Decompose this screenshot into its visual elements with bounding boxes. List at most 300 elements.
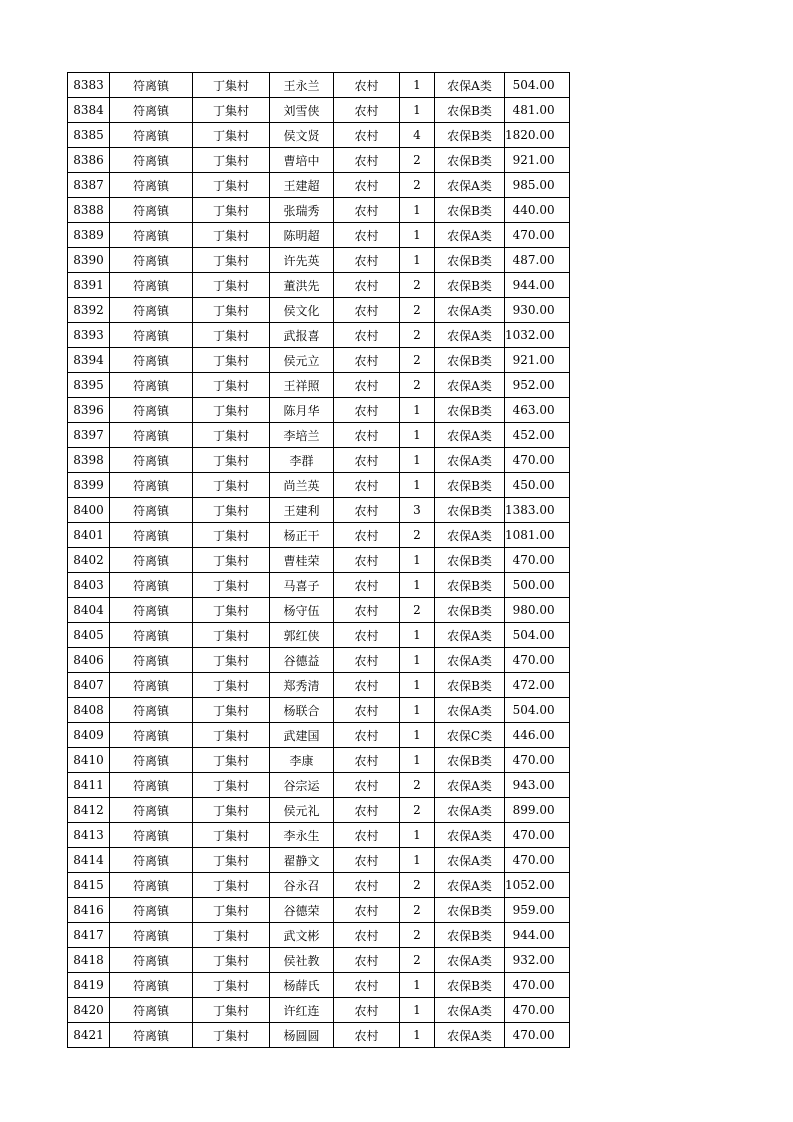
table-row	[68, 448, 570, 473]
table-row	[68, 898, 570, 923]
family-size-cell: 1	[400, 248, 435, 273]
family-size-cell: 1	[400, 748, 435, 773]
town-cell: 符离镇	[110, 898, 193, 923]
village-cell: 丁集村	[193, 648, 270, 673]
row-index-cell: 8399	[68, 473, 110, 498]
row-index-cell: 8398	[68, 448, 110, 473]
name-cell: 陈月华	[270, 398, 334, 423]
town-cell: 符离镇	[110, 998, 193, 1023]
table-row	[68, 798, 570, 823]
table-row	[68, 923, 570, 948]
table-row	[68, 473, 570, 498]
table-row	[68, 523, 570, 548]
table-row	[68, 823, 570, 848]
category-cell: 农保B类	[435, 148, 505, 173]
row-index-cell: 8384	[68, 98, 110, 123]
row-index-cell: 8388	[68, 198, 110, 223]
category-cell: 农保B类	[435, 198, 505, 223]
row-index-cell: 8418	[68, 948, 110, 973]
row-index-cell: 8415	[68, 873, 110, 898]
area-type-cell: 农村	[334, 148, 400, 173]
amount-cell: 504.00	[505, 623, 570, 648]
town-cell: 符离镇	[110, 923, 193, 948]
row-index-cell: 8407	[68, 673, 110, 698]
town-cell: 符离镇	[110, 598, 193, 623]
area-type-cell: 农村	[334, 873, 400, 898]
area-type-cell: 农村	[334, 298, 400, 323]
name-cell: 武报喜	[270, 323, 334, 348]
table-row	[68, 198, 570, 223]
table-row	[68, 248, 570, 273]
village-cell: 丁集村	[193, 398, 270, 423]
family-size-cell: 2	[400, 148, 435, 173]
name-cell: 许先英	[270, 248, 334, 273]
amount-cell: 1032.00	[505, 323, 570, 348]
town-cell: 符离镇	[110, 573, 193, 598]
town-cell: 符离镇	[110, 348, 193, 373]
village-cell: 丁集村	[193, 273, 270, 298]
area-type-cell: 农村	[334, 648, 400, 673]
name-cell: 王祥照	[270, 373, 334, 398]
name-cell: 杨正干	[270, 523, 334, 548]
village-cell: 丁集村	[193, 673, 270, 698]
area-type-cell: 农村	[334, 223, 400, 248]
village-cell: 丁集村	[193, 123, 270, 148]
family-size-cell: 1	[400, 448, 435, 473]
area-type-cell: 农村	[334, 898, 400, 923]
row-index-cell: 8400	[68, 498, 110, 523]
row-index-cell: 8403	[68, 573, 110, 598]
town-cell: 符离镇	[110, 973, 193, 998]
town-cell: 符离镇	[110, 173, 193, 198]
name-cell: 杨守伍	[270, 598, 334, 623]
category-cell: 农保A类	[435, 648, 505, 673]
table-row	[68, 623, 570, 648]
name-cell: 侯文贤	[270, 123, 334, 148]
village-cell: 丁集村	[193, 323, 270, 348]
amount-cell: 450.00	[505, 473, 570, 498]
name-cell: 杨联合	[270, 698, 334, 723]
area-type-cell: 农村	[334, 673, 400, 698]
area-type-cell: 农村	[334, 823, 400, 848]
village-cell: 丁集村	[193, 723, 270, 748]
town-cell: 符离镇	[110, 723, 193, 748]
name-cell: 董洪先	[270, 273, 334, 298]
village-cell: 丁集村	[193, 248, 270, 273]
category-cell: 农保A类	[435, 298, 505, 323]
village-cell: 丁集村	[193, 198, 270, 223]
family-size-cell: 2	[400, 373, 435, 398]
area-type-cell: 农村	[334, 73, 400, 98]
family-size-cell: 1	[400, 823, 435, 848]
name-cell: 杨圆圆	[270, 1023, 334, 1048]
row-index-cell: 8408	[68, 698, 110, 723]
area-type-cell: 农村	[334, 498, 400, 523]
category-cell: 农保B类	[435, 973, 505, 998]
row-index-cell: 8405	[68, 623, 110, 648]
amount-cell: 921.00	[505, 348, 570, 373]
town-cell: 符离镇	[110, 698, 193, 723]
village-cell: 丁集村	[193, 998, 270, 1023]
row-index-cell: 8406	[68, 648, 110, 673]
area-type-cell: 农村	[334, 573, 400, 598]
family-size-cell: 2	[400, 598, 435, 623]
category-cell: 农保B类	[435, 673, 505, 698]
town-cell: 符离镇	[110, 148, 193, 173]
row-index-cell: 8414	[68, 848, 110, 873]
amount-cell: 470.00	[505, 973, 570, 998]
row-index-cell: 8393	[68, 323, 110, 348]
name-cell: 郭红侠	[270, 623, 334, 648]
area-type-cell: 农村	[334, 848, 400, 873]
town-cell: 符离镇	[110, 773, 193, 798]
name-cell: 郑秀清	[270, 673, 334, 698]
village-cell: 丁集村	[193, 473, 270, 498]
family-size-cell: 2	[400, 948, 435, 973]
table-row	[68, 98, 570, 123]
village-cell: 丁集村	[193, 523, 270, 548]
village-cell: 丁集村	[193, 923, 270, 948]
table-row	[68, 398, 570, 423]
amount-cell: 504.00	[505, 698, 570, 723]
amount-cell: 959.00	[505, 898, 570, 923]
table-row	[68, 598, 570, 623]
village-cell: 丁集村	[193, 973, 270, 998]
amount-cell: 985.00	[505, 173, 570, 198]
amount-cell: 470.00	[505, 448, 570, 473]
town-cell: 符离镇	[110, 823, 193, 848]
category-cell: 农保A类	[435, 173, 505, 198]
amount-cell: 470.00	[505, 998, 570, 1023]
name-cell: 刘雪侠	[270, 98, 334, 123]
amount-cell: 470.00	[505, 848, 570, 873]
area-type-cell: 农村	[334, 273, 400, 298]
village-cell: 丁集村	[193, 373, 270, 398]
row-index-cell: 8413	[68, 823, 110, 848]
amount-cell: 446.00	[505, 723, 570, 748]
table-body	[68, 73, 570, 1048]
name-cell: 李群	[270, 448, 334, 473]
amount-cell: 470.00	[505, 748, 570, 773]
town-cell: 符离镇	[110, 323, 193, 348]
town-cell: 符离镇	[110, 398, 193, 423]
area-type-cell: 农村	[334, 173, 400, 198]
area-type-cell: 农村	[334, 1023, 400, 1048]
amount-cell: 1081.00	[505, 523, 570, 548]
name-cell: 王建利	[270, 498, 334, 523]
amount-cell: 952.00	[505, 373, 570, 398]
village-cell: 丁集村	[193, 173, 270, 198]
town-cell: 符离镇	[110, 223, 193, 248]
amount-cell: 470.00	[505, 223, 570, 248]
row-index-cell: 8417	[68, 923, 110, 948]
amount-cell: 470.00	[505, 823, 570, 848]
family-size-cell: 2	[400, 323, 435, 348]
area-type-cell: 农村	[334, 623, 400, 648]
family-size-cell: 1	[400, 548, 435, 573]
town-cell: 符离镇	[110, 748, 193, 773]
amount-cell: 943.00	[505, 773, 570, 798]
category-cell: 农保B类	[435, 348, 505, 373]
name-cell: 李培兰	[270, 423, 334, 448]
area-type-cell: 农村	[334, 123, 400, 148]
family-size-cell: 1	[400, 1023, 435, 1048]
row-index-cell: 8409	[68, 723, 110, 748]
name-cell: 侯元礼	[270, 798, 334, 823]
category-cell: 农保A类	[435, 948, 505, 973]
category-cell: 农保A类	[435, 848, 505, 873]
row-index-cell: 8412	[68, 798, 110, 823]
town-cell: 符离镇	[110, 273, 193, 298]
name-cell: 谷永召	[270, 873, 334, 898]
name-cell: 武建国	[270, 723, 334, 748]
row-index-cell: 8383	[68, 73, 110, 98]
area-type-cell: 农村	[334, 448, 400, 473]
name-cell: 马喜子	[270, 573, 334, 598]
family-size-cell: 2	[400, 873, 435, 898]
category-cell: 农保A类	[435, 823, 505, 848]
village-cell: 丁集村	[193, 898, 270, 923]
row-index-cell: 8419	[68, 973, 110, 998]
table-row	[68, 848, 570, 873]
row-index-cell: 8395	[68, 373, 110, 398]
town-cell: 符离镇	[110, 548, 193, 573]
name-cell: 曹桂荣	[270, 548, 334, 573]
category-cell: 农保A类	[435, 423, 505, 448]
category-cell: 农保A类	[435, 773, 505, 798]
area-type-cell: 农村	[334, 998, 400, 1023]
area-type-cell: 农村	[334, 948, 400, 973]
category-cell: 农保A类	[435, 373, 505, 398]
family-size-cell: 2	[400, 348, 435, 373]
category-cell: 农保B类	[435, 273, 505, 298]
name-cell: 翟静文	[270, 848, 334, 873]
family-size-cell: 1	[400, 398, 435, 423]
village-cell: 丁集村	[193, 948, 270, 973]
family-size-cell: 1	[400, 223, 435, 248]
row-index-cell: 8394	[68, 348, 110, 373]
amount-cell: 472.00	[505, 673, 570, 698]
category-cell: 农保B类	[435, 473, 505, 498]
amount-cell: 1383.00	[505, 498, 570, 523]
area-type-cell: 农村	[334, 398, 400, 423]
amount-cell: 504.00	[505, 73, 570, 98]
town-cell: 符离镇	[110, 1023, 193, 1048]
name-cell: 谷德益	[270, 648, 334, 673]
row-index-cell: 8416	[68, 898, 110, 923]
amount-cell: 440.00	[505, 198, 570, 223]
table-row	[68, 548, 570, 573]
town-cell: 符离镇	[110, 848, 193, 873]
family-size-cell: 1	[400, 673, 435, 698]
table-row	[68, 298, 570, 323]
amount-cell: 463.00	[505, 398, 570, 423]
category-cell: 农保B类	[435, 98, 505, 123]
amount-cell: 481.00	[505, 98, 570, 123]
village-cell: 丁集村	[193, 448, 270, 473]
table-row	[68, 673, 570, 698]
town-cell: 符离镇	[110, 648, 193, 673]
row-index-cell: 8390	[68, 248, 110, 273]
family-size-cell: 2	[400, 523, 435, 548]
name-cell: 曹培中	[270, 148, 334, 173]
category-cell: 农保A类	[435, 523, 505, 548]
amount-cell: 470.00	[505, 1023, 570, 1048]
category-cell: 农保A类	[435, 798, 505, 823]
category-cell: 农保A类	[435, 623, 505, 648]
town-cell: 符离镇	[110, 98, 193, 123]
area-type-cell: 农村	[334, 423, 400, 448]
table-row	[68, 973, 570, 998]
area-type-cell: 农村	[334, 323, 400, 348]
table-row	[68, 698, 570, 723]
category-cell: 农保B类	[435, 398, 505, 423]
row-index-cell: 8391	[68, 273, 110, 298]
town-cell: 符离镇	[110, 298, 193, 323]
category-cell: 农保B类	[435, 248, 505, 273]
amount-cell: 930.00	[505, 298, 570, 323]
name-cell: 谷德荣	[270, 898, 334, 923]
category-cell: 农保A类	[435, 998, 505, 1023]
row-index-cell: 8420	[68, 998, 110, 1023]
area-type-cell: 农村	[334, 348, 400, 373]
village-cell: 丁集村	[193, 848, 270, 873]
area-type-cell: 农村	[334, 773, 400, 798]
amount-cell: 1052.00	[505, 873, 570, 898]
name-cell: 谷宗运	[270, 773, 334, 798]
town-cell: 符离镇	[110, 473, 193, 498]
area-type-cell: 农村	[334, 248, 400, 273]
village-cell: 丁集村	[193, 873, 270, 898]
table-row	[68, 748, 570, 773]
family-size-cell: 1	[400, 848, 435, 873]
village-cell: 丁集村	[193, 548, 270, 573]
table-row	[68, 873, 570, 898]
table-row	[68, 998, 570, 1023]
family-size-cell: 2	[400, 273, 435, 298]
amount-cell: 944.00	[505, 923, 570, 948]
table-row	[68, 373, 570, 398]
area-type-cell: 农村	[334, 798, 400, 823]
town-cell: 符离镇	[110, 873, 193, 898]
table-row	[68, 723, 570, 748]
area-type-cell: 农村	[334, 373, 400, 398]
village-cell: 丁集村	[193, 498, 270, 523]
row-index-cell: 8404	[68, 598, 110, 623]
category-cell: 农保A类	[435, 323, 505, 348]
table-row	[68, 773, 570, 798]
family-size-cell: 2	[400, 898, 435, 923]
village-cell: 丁集村	[193, 348, 270, 373]
category-cell: 农保B类	[435, 598, 505, 623]
amount-cell: 500.00	[505, 573, 570, 598]
town-cell: 符离镇	[110, 73, 193, 98]
data-table	[67, 72, 570, 1048]
village-cell: 丁集村	[193, 298, 270, 323]
area-type-cell: 农村	[334, 98, 400, 123]
table-row	[68, 573, 570, 598]
name-cell: 武文彬	[270, 923, 334, 948]
row-index-cell: 8389	[68, 223, 110, 248]
village-cell: 丁集村	[193, 148, 270, 173]
amount-cell: 452.00	[505, 423, 570, 448]
amount-cell: 487.00	[505, 248, 570, 273]
category-cell: 农保A类	[435, 698, 505, 723]
family-size-cell: 4	[400, 123, 435, 148]
category-cell: 农保B类	[435, 123, 505, 148]
family-size-cell: 2	[400, 298, 435, 323]
row-index-cell: 8421	[68, 1023, 110, 1048]
row-index-cell: 8385	[68, 123, 110, 148]
village-cell: 丁集村	[193, 773, 270, 798]
area-type-cell: 农村	[334, 548, 400, 573]
name-cell: 尚兰英	[270, 473, 334, 498]
row-index-cell: 8396	[68, 398, 110, 423]
row-index-cell: 8401	[68, 523, 110, 548]
village-cell: 丁集村	[193, 98, 270, 123]
family-size-cell: 1	[400, 573, 435, 598]
name-cell: 张瑞秀	[270, 198, 334, 223]
village-cell: 丁集村	[193, 423, 270, 448]
category-cell: 农保A类	[435, 1023, 505, 1048]
amount-cell: 980.00	[505, 598, 570, 623]
row-index-cell: 8392	[68, 298, 110, 323]
category-cell: 农保C类	[435, 723, 505, 748]
table-row	[68, 148, 570, 173]
town-cell: 符离镇	[110, 198, 193, 223]
town-cell: 符离镇	[110, 523, 193, 548]
category-cell: 农保A类	[435, 448, 505, 473]
table-row	[68, 323, 570, 348]
name-cell: 杨薛氏	[270, 973, 334, 998]
category-cell: 农保B类	[435, 923, 505, 948]
family-size-cell: 1	[400, 723, 435, 748]
area-type-cell: 农村	[334, 973, 400, 998]
area-type-cell: 农村	[334, 923, 400, 948]
table-row	[68, 223, 570, 248]
table-row	[68, 348, 570, 373]
family-size-cell: 2	[400, 173, 435, 198]
amount-cell: 470.00	[505, 548, 570, 573]
name-cell: 王永兰	[270, 73, 334, 98]
amount-cell: 944.00	[505, 273, 570, 298]
category-cell: 农保A类	[435, 223, 505, 248]
family-size-cell: 1	[400, 973, 435, 998]
category-cell: 农保B类	[435, 498, 505, 523]
row-index-cell: 8402	[68, 548, 110, 573]
table-row	[68, 1023, 570, 1048]
table-row	[68, 498, 570, 523]
name-cell: 侯元立	[270, 348, 334, 373]
family-size-cell: 1	[400, 473, 435, 498]
category-cell: 农保B类	[435, 898, 505, 923]
row-index-cell: 8386	[68, 148, 110, 173]
amount-cell: 932.00	[505, 948, 570, 973]
name-cell: 王建超	[270, 173, 334, 198]
table-row	[68, 123, 570, 148]
family-size-cell: 1	[400, 198, 435, 223]
area-type-cell: 农村	[334, 198, 400, 223]
town-cell: 符离镇	[110, 373, 193, 398]
town-cell: 符离镇	[110, 123, 193, 148]
family-size-cell: 1	[400, 698, 435, 723]
family-size-cell: 1	[400, 623, 435, 648]
amount-cell: 470.00	[505, 648, 570, 673]
town-cell: 符离镇	[110, 798, 193, 823]
name-cell: 李康	[270, 748, 334, 773]
category-cell: 农保A类	[435, 873, 505, 898]
village-cell: 丁集村	[193, 798, 270, 823]
